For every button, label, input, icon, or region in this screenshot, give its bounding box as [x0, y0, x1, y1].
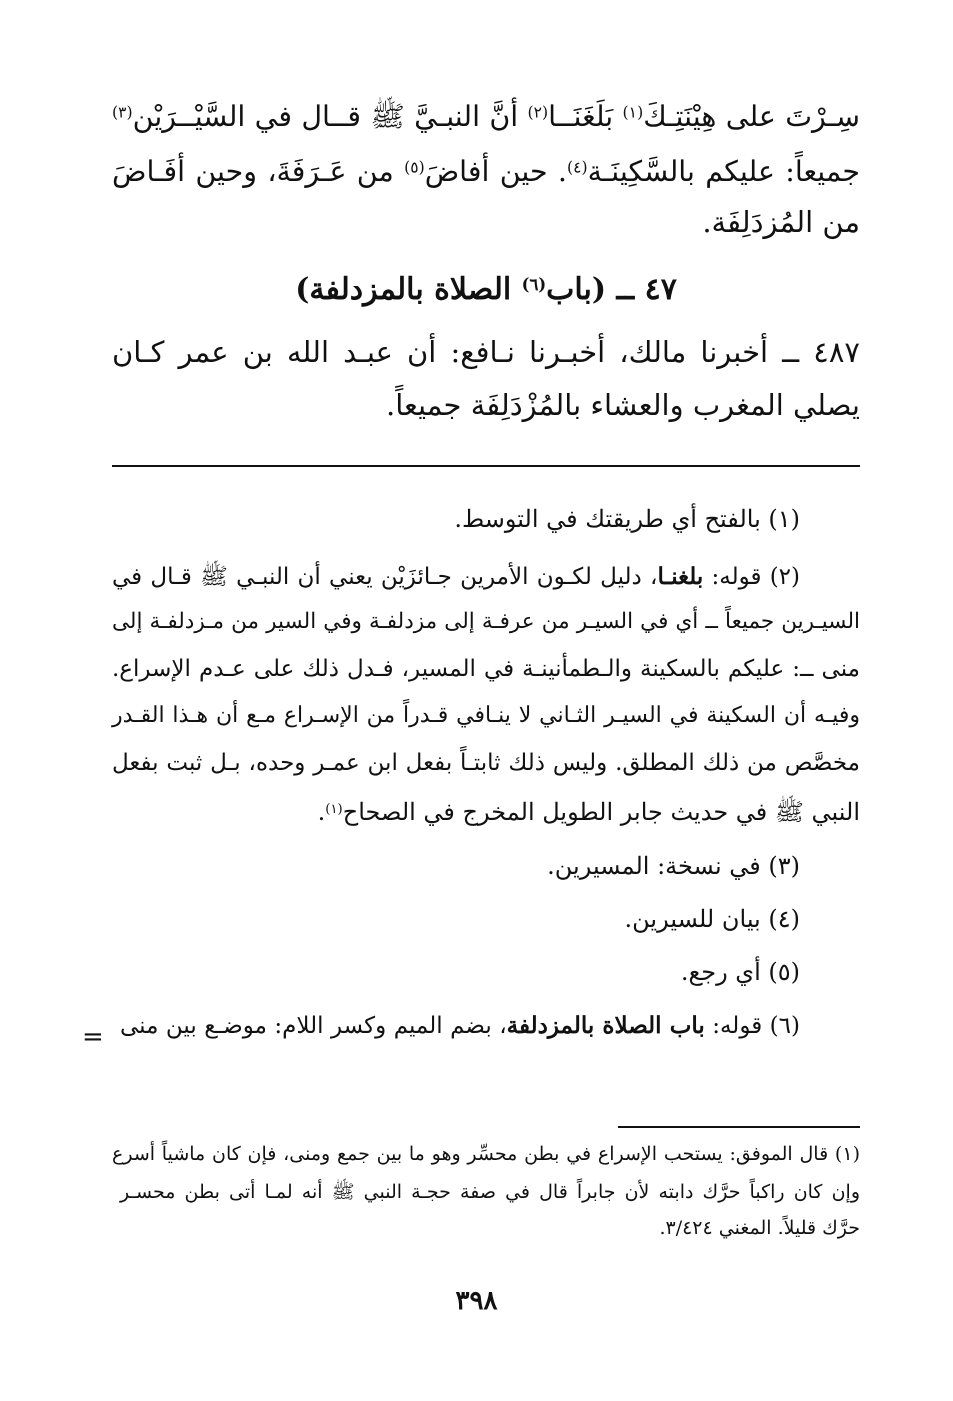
page-number: ٣٩٨ [455, 1286, 498, 1316]
footnote-6 [120, 1012, 860, 1039]
footnote-3 [112, 852, 860, 880]
continuation-mark: = [82, 1022, 104, 1052]
footnote-ref-2: (٢) [527, 102, 549, 122]
sub-footnote-ref-1: (١) [325, 801, 343, 817]
heading-segment: ٤٧ ــ (باب [546, 272, 677, 307]
footnote-2-line-3: منى ــ: عليكم بالسكينة والـطمأنينـة في المسير، فـدل ذلك على عـدم الإسراع. [112, 656, 860, 682]
chapter-heading [112, 272, 860, 307]
footnote-4 [112, 905, 860, 933]
footnote-2-line-2: السيـرين جميعاً ــ أي في السيـر من عرفـة إلى مزدلفـة وفي السير من مـزدلفـة إلى [112, 609, 860, 634]
footnote-5-text: (٥) أي رجع. [680, 958, 800, 986]
footnote-ref-6: (٦) [521, 274, 547, 294]
main-text-segment: . حين أفاضَ [424, 155, 567, 188]
footnote-1-text: (١) بالفتح أي طريقتك في التوسط. [454, 505, 800, 533]
main-text-line-3: من المُزدَلِفَة. [702, 205, 860, 239]
footnote-6-keyword: باب الصلاة بالمزدلفة [506, 1012, 705, 1039]
footnote-5 [112, 958, 860, 986]
footnote-2-line-6 [112, 797, 860, 832]
main-text-line-1 [112, 100, 860, 141]
footnote-3-text: (٣) في نسخة: المسيرين. [547, 852, 800, 880]
heading-segment: الصلاة بالمزدلفة) [295, 272, 522, 307]
footnote-4-text: (٤) بيان للسيرين. [624, 905, 800, 933]
main-text-segment: أنَّ النبـيَّ ﷺ قــال في السَّيْــرَيْن [132, 100, 528, 133]
footnote-ref-4: (٤) [566, 157, 588, 177]
footnote-ref-1: (١) [622, 102, 644, 122]
main-text-segment: بَلَغَنَــا [548, 100, 623, 133]
footnote-6-prefix: (٦) قوله: [704, 1013, 800, 1039]
footnote-ref-3: (٣) [112, 102, 133, 122]
footnote-2-line-4: وفيـه أن السكينة في السيـر الثـاني لا ينـافي قـدراً من الإسـراع مـع أن هـذا القـدر [112, 703, 860, 728]
footnote-2-prefix: (٢) قوله: [703, 564, 801, 590]
main-text-line-2 [112, 155, 860, 188]
main-text-segment: سِـرْتَ على هِيْنَتِـكَ [643, 100, 860, 133]
footnote-2-line-1 [112, 562, 860, 596]
footnote-2-line-6-end: . [317, 798, 326, 826]
sub-footnote-line-3: حرَّك قليلاً. المغني ٣/٤٢٤. [659, 1217, 860, 1239]
footnote-2-line-5: مخصَّص من ذلك المطلق. وليس ذلك ثابتـاً بفعل ابن عمـر وحده، بـل ثبت بفعل [112, 750, 860, 776]
hadith-line-1: ٤٨٧ ــ أخبرنا مالك، أخبـرنا نـافع: أن عبـد الله بن عمر كـان [112, 335, 860, 369]
sub-footnote-line-2: وإن كان راكباً حرَّك دابته لأن جابراً قال في صفة حجـة النبي ﷺ أنه لمـا أتى بطن محسـر [120, 1181, 860, 1203]
footnote-separator [112, 465, 860, 467]
footnote-2-line-6-text: النبي ﷺ في حديث جابر الطويل المخرج في الصحاح [342, 798, 860, 826]
sub-footnote-line-1: (١) قال الموفق: يستحب الإسراع في بطن محسِّر وهو ما بين جمع ومنى، فإن كان ماشياً أسرع [112, 1143, 860, 1165]
footnote-2-rest: ، دليل لكـون الأمرين جـائزَيْن يعني أن النبـي ﷺ قـال في [112, 564, 658, 590]
footnote-6-rest: ، بضم الميم وكسر اللام: موضـع بين منى [120, 1013, 507, 1039]
main-text-segment: جميعاً: عليكم بالسَّكِينَـة [587, 155, 861, 188]
hadith-line-2: يصلي المغرب والعشاء بالمُزْدَلِفَة جميعاً. [385, 388, 860, 422]
sub-footnote-separator [618, 1126, 860, 1128]
footnote-1 [112, 505, 860, 533]
footnote-ref-5: (٥) [404, 157, 425, 177]
main-text-segment: من عَـرَفَةَ، وحين أفَـاضَ [112, 155, 405, 188]
footnote-2-keyword: بلغنـا [657, 563, 704, 590]
